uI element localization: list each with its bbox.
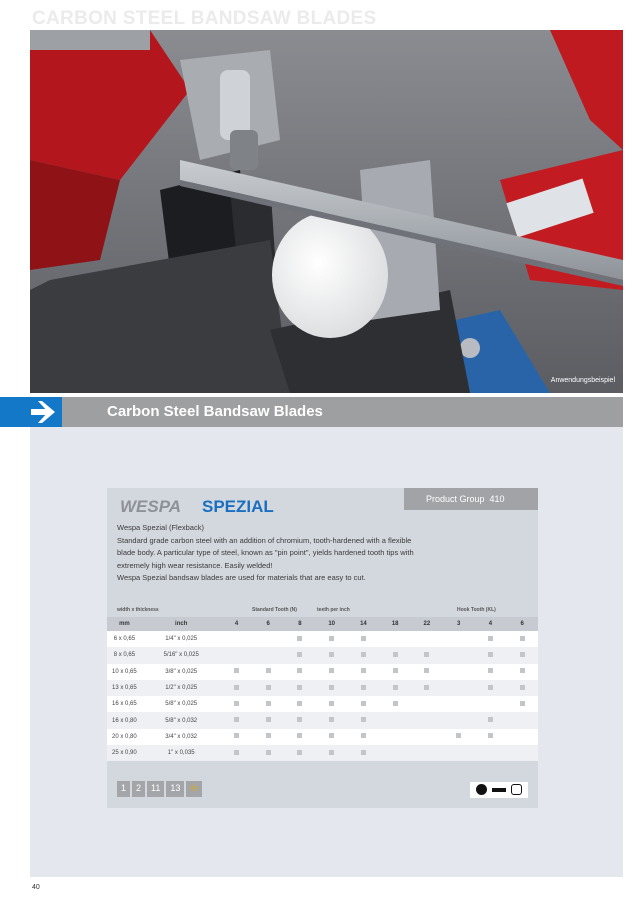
availability-cell xyxy=(221,712,253,728)
table-row xyxy=(107,680,538,696)
table-row xyxy=(107,729,538,745)
availability-cell xyxy=(316,680,348,696)
availability-cell xyxy=(221,729,253,745)
available-square-icon xyxy=(520,652,525,657)
product-photo xyxy=(30,30,623,393)
availability-cell xyxy=(443,680,475,696)
availability-cell xyxy=(379,631,411,647)
available-square-icon xyxy=(297,750,302,755)
available-square-icon xyxy=(456,733,461,738)
width-mm-cell: 8 x 0,65 xyxy=(107,647,142,663)
feature-tag: 2 xyxy=(132,781,145,797)
available-square-icon xyxy=(488,668,493,673)
blade-size-table xyxy=(107,617,538,761)
round-profile-icon xyxy=(476,784,487,795)
availability-cell xyxy=(506,712,538,728)
column-header: 3 xyxy=(443,617,475,631)
availability-cell xyxy=(284,729,316,745)
square-profile-icon xyxy=(511,784,522,795)
available-square-icon xyxy=(424,685,429,690)
availability-cell xyxy=(411,745,443,761)
table-group-labels xyxy=(107,607,538,617)
availability-cell xyxy=(221,696,253,712)
page-number: 40 xyxy=(32,884,40,891)
width-thickness-label: width x thickness xyxy=(117,607,159,613)
available-square-icon xyxy=(488,652,493,657)
availability-cell xyxy=(252,647,284,663)
table-row xyxy=(107,631,538,647)
availability-cell xyxy=(348,729,380,745)
availability-cell xyxy=(411,729,443,745)
column-header-inch: inch xyxy=(142,617,221,631)
availability-cell xyxy=(221,631,253,647)
available-square-icon xyxy=(361,636,366,641)
available-square-icon xyxy=(520,668,525,673)
available-square-icon xyxy=(488,636,493,641)
availability-cell xyxy=(284,745,316,761)
available-square-icon xyxy=(361,652,366,657)
arrow-right-icon xyxy=(0,397,62,427)
available-square-icon xyxy=(297,668,302,673)
section-title: Carbon Steel Bandsaw Blades xyxy=(107,403,323,420)
availability-cell xyxy=(411,696,443,712)
availability-cell xyxy=(475,745,507,761)
availability-cell xyxy=(443,745,475,761)
available-square-icon xyxy=(297,685,302,690)
available-square-icon xyxy=(393,685,398,690)
available-square-icon xyxy=(488,685,493,690)
availability-cell xyxy=(348,696,380,712)
available-square-icon xyxy=(234,685,239,690)
table-row xyxy=(107,745,538,761)
width-inch-cell: 5/16" x 0,025 xyxy=(142,647,221,663)
availability-cell xyxy=(284,664,316,680)
table-row xyxy=(107,664,538,680)
available-square-icon xyxy=(361,685,366,690)
description-line: Wespa Spezial bandsaw blades are used for materials that are easy to cut. xyxy=(117,573,366,582)
availability-cell xyxy=(284,712,316,728)
availability-cell xyxy=(443,712,475,728)
availability-cell xyxy=(252,745,284,761)
available-square-icon xyxy=(266,733,271,738)
availability-cell xyxy=(348,631,380,647)
available-square-icon xyxy=(329,668,334,673)
availability-cell xyxy=(475,729,507,745)
availability-cell xyxy=(475,631,507,647)
available-square-icon xyxy=(297,652,302,657)
availability-cell xyxy=(348,647,380,663)
width-mm-cell: 20 x 0,80 xyxy=(107,729,142,745)
hook-tooth-label: Hook Tooth (KL) xyxy=(457,607,496,613)
availability-cell xyxy=(379,729,411,745)
availability-cell xyxy=(506,680,538,696)
available-square-icon xyxy=(361,717,366,722)
available-square-icon xyxy=(266,685,271,690)
availability-cell xyxy=(506,745,538,761)
column-header: 22 xyxy=(411,617,443,631)
available-square-icon xyxy=(266,750,271,755)
svg-text:SPEZIAL: SPEZIAL xyxy=(202,497,274,516)
available-square-icon xyxy=(297,636,302,641)
availability-cell xyxy=(379,647,411,663)
availability-cell xyxy=(348,745,380,761)
availability-cell xyxy=(443,729,475,745)
availability-cell xyxy=(252,729,284,745)
available-square-icon xyxy=(297,701,302,706)
available-square-icon xyxy=(329,733,334,738)
product-group-badge xyxy=(404,488,538,510)
width-inch-cell: 1/2" x 0,025 xyxy=(142,680,221,696)
width-inch-cell: 3/4" x 0,032 xyxy=(142,729,221,745)
availability-cell xyxy=(411,712,443,728)
available-square-icon xyxy=(361,701,366,706)
availability-cell xyxy=(379,680,411,696)
availability-cell xyxy=(316,647,348,663)
available-square-icon xyxy=(329,636,334,641)
availability-cell xyxy=(411,631,443,647)
availability-cell xyxy=(443,696,475,712)
availability-cell xyxy=(284,647,316,663)
availability-cell xyxy=(379,664,411,680)
column-header-mm: mm xyxy=(107,617,142,631)
width-inch-cell: 1" x 0,035 xyxy=(142,745,221,761)
available-square-icon xyxy=(361,750,366,755)
product-card xyxy=(107,488,538,808)
available-square-icon xyxy=(297,717,302,722)
product-description xyxy=(117,522,527,585)
width-mm-cell: 25 x 0,90 xyxy=(107,745,142,761)
available-square-icon xyxy=(488,733,493,738)
standard-tooth-label: Standard Tooth (N) xyxy=(252,607,297,613)
availability-cell xyxy=(506,647,538,663)
availability-cell xyxy=(221,664,253,680)
width-inch-cell: 1/4" x 0,025 xyxy=(142,631,221,647)
availability-cell xyxy=(221,745,253,761)
available-square-icon xyxy=(424,652,429,657)
feature-tag: 1 xyxy=(117,781,130,797)
available-square-icon xyxy=(361,733,366,738)
feature-tags xyxy=(117,781,204,797)
availability-cell xyxy=(284,631,316,647)
availability-cell xyxy=(411,664,443,680)
svg-text:WESPA: WESPA xyxy=(120,497,182,516)
available-square-icon xyxy=(488,717,493,722)
availability-cell xyxy=(316,696,348,712)
availability-cell xyxy=(443,664,475,680)
availability-cell xyxy=(411,647,443,663)
availability-cell xyxy=(506,729,538,745)
available-square-icon xyxy=(520,701,525,706)
width-inch-cell: 5/8" x 0,032 xyxy=(142,712,221,728)
available-square-icon xyxy=(361,668,366,673)
available-square-icon xyxy=(266,717,271,722)
section-header-bar xyxy=(0,397,623,427)
available-square-icon xyxy=(520,685,525,690)
availability-cell xyxy=(284,680,316,696)
available-square-icon xyxy=(329,701,334,706)
column-header: 6 xyxy=(252,617,284,631)
availability-cell xyxy=(379,745,411,761)
available-square-icon xyxy=(393,668,398,673)
availability-cell xyxy=(506,696,538,712)
availability-cell xyxy=(348,680,380,696)
availability-cell xyxy=(316,664,348,680)
available-square-icon xyxy=(234,668,239,673)
table-row xyxy=(107,696,538,712)
available-square-icon xyxy=(234,733,239,738)
table-row xyxy=(107,647,538,663)
width-mm-cell: 10 x 0,65 xyxy=(107,664,142,680)
available-square-icon xyxy=(329,685,334,690)
availability-cell xyxy=(475,696,507,712)
availability-cell xyxy=(252,696,284,712)
wespa-spezial-logo xyxy=(120,496,315,516)
availability-cell xyxy=(506,631,538,647)
width-mm-cell: 16 x 0,80 xyxy=(107,712,142,728)
table-row xyxy=(107,712,538,728)
available-square-icon xyxy=(329,652,334,657)
width-mm-cell: 16 x 0,65 xyxy=(107,696,142,712)
description-line: Standard grade carbon steel with an addition of chromium, tooth-hardened with a flexible xyxy=(117,535,412,545)
column-header: 18 xyxy=(379,617,411,631)
width-mm-cell: 6 x 0,65 xyxy=(107,631,142,647)
availability-cell xyxy=(221,647,253,663)
available-square-icon xyxy=(329,750,334,755)
width-inch-cell: 5/8" x 0,025 xyxy=(142,696,221,712)
available-square-icon xyxy=(393,701,398,706)
availability-cell xyxy=(475,647,507,663)
column-header: 14 xyxy=(348,617,380,631)
availability-cell xyxy=(221,680,253,696)
bandsaw-illustration xyxy=(30,30,623,393)
availability-cell xyxy=(348,712,380,728)
availability-cell xyxy=(443,647,475,663)
column-header: 4 xyxy=(221,617,253,631)
column-header: 4 xyxy=(475,617,507,631)
available-square-icon xyxy=(234,701,239,706)
profile-shapes xyxy=(470,782,528,798)
availability-cell xyxy=(475,680,507,696)
availability-cell xyxy=(379,696,411,712)
flat-profile-icon xyxy=(492,788,506,792)
teeth-per-inch-label: teeth per inch xyxy=(317,607,350,613)
available-square-icon xyxy=(234,717,239,722)
available-square-icon xyxy=(329,717,334,722)
feature-tag: 13 xyxy=(166,781,184,797)
availability-cell xyxy=(252,712,284,728)
availability-cell xyxy=(443,631,475,647)
column-header: 6 xyxy=(506,617,538,631)
availability-cell xyxy=(475,664,507,680)
availability-cell xyxy=(348,664,380,680)
available-square-icon xyxy=(234,750,239,755)
availability-cell xyxy=(379,712,411,728)
column-header: 10 xyxy=(316,617,348,631)
available-square-icon xyxy=(520,636,525,641)
availability-cell xyxy=(506,664,538,680)
availability-cell xyxy=(252,664,284,680)
column-header: 8 xyxy=(284,617,316,631)
available-square-icon xyxy=(266,668,271,673)
photo-caption: Anwendungsbeispiel xyxy=(550,377,615,384)
width-inch-cell: 3/8" x 0,025 xyxy=(142,664,221,680)
available-square-icon xyxy=(297,733,302,738)
description-line: Wespa Spezial (Flexback) xyxy=(117,523,204,532)
available-square-icon xyxy=(424,668,429,673)
availability-cell xyxy=(316,729,348,745)
availability-cell xyxy=(284,696,316,712)
description-line: blade body. A particular type of steel, known as "pin point", yields hardened tooth tips with xyxy=(117,548,414,557)
availability-cell xyxy=(316,745,348,761)
page-header-title: CARBON STEEL BANDSAW BLADES xyxy=(32,8,377,29)
product-group-number: 410 xyxy=(489,494,505,504)
iron-material-tag: fe xyxy=(186,781,202,797)
feature-tag: 11 xyxy=(147,781,164,797)
width-mm-cell: 13 x 0,65 xyxy=(107,680,142,696)
description-line: extremely high wear resistance. Easily welded! xyxy=(117,560,273,570)
availability-cell xyxy=(316,631,348,647)
product-group-label: Product Group xyxy=(426,494,485,504)
availability-cell xyxy=(411,680,443,696)
available-square-icon xyxy=(393,652,398,657)
available-square-icon xyxy=(266,701,271,706)
availability-cell xyxy=(475,712,507,728)
availability-cell xyxy=(316,712,348,728)
availability-cell xyxy=(252,680,284,696)
availability-cell xyxy=(252,631,284,647)
